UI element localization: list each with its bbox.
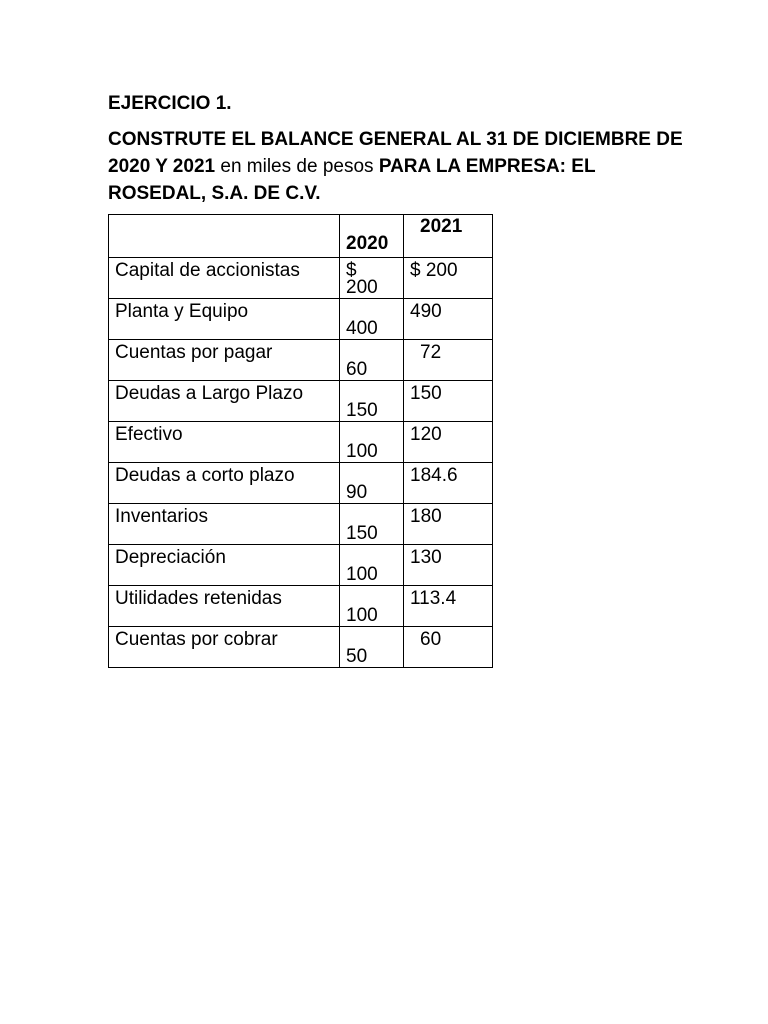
row-2020-value: 100: [346, 605, 378, 626]
table-row: [109, 422, 493, 463]
row-2020: [340, 463, 404, 504]
row-concept: Capital de accionistas: [109, 258, 340, 299]
row-concept: Efectivo: [109, 422, 340, 463]
table-header-row: [109, 215, 493, 258]
row-2020: [340, 299, 404, 340]
row-concept: Planta y Equipo: [109, 299, 340, 340]
table-row: [109, 299, 493, 340]
document-page: [108, 92, 708, 668]
row-2020-value: 90: [346, 482, 368, 503]
row-2020-value: 200: [346, 277, 378, 298]
row-2021: $ 200: [404, 258, 493, 299]
row-concept: Utilidades retenidas: [109, 586, 340, 627]
row-2021: 490: [404, 299, 493, 340]
row-2020-value: 150: [346, 400, 378, 421]
row-2020: [340, 545, 404, 586]
table-row: [109, 258, 493, 299]
row-2021: 72: [404, 340, 493, 381]
row-2020-value: 100: [346, 564, 378, 585]
header-2021: 2021: [404, 215, 493, 258]
exercise-title: EJERCICIO 1.: [108, 93, 232, 114]
row-2020: [340, 381, 404, 422]
row-2021: 113.4: [404, 586, 493, 627]
row-2020: [340, 586, 404, 627]
row-2020: [340, 340, 404, 381]
table-row: [109, 586, 493, 627]
header-2020-label: 2020: [346, 233, 389, 254]
row-2020: [340, 627, 404, 668]
row-concept: Deudas a corto plazo: [109, 463, 340, 504]
table-row: [109, 545, 493, 586]
table-row: [109, 381, 493, 422]
row-2020-prefix: $: [346, 260, 357, 281]
row-2020-value: 150: [346, 523, 378, 544]
table-row: [109, 340, 493, 381]
row-2021: 60: [404, 627, 493, 668]
table-row: [109, 463, 493, 504]
row-2020: [340, 504, 404, 545]
row-2020-value: 50: [346, 646, 368, 667]
instructions-paragraph: [108, 126, 698, 207]
row-2021: 120: [404, 422, 493, 463]
row-concept: Depreciación: [109, 545, 340, 586]
balance-table: [108, 214, 493, 668]
instructions-part-2: en miles de pesos: [220, 156, 374, 177]
table-row: [109, 627, 493, 668]
row-2021: 150: [404, 381, 493, 422]
header-2020: [340, 215, 404, 258]
row-concept: Inventarios: [109, 504, 340, 545]
row-2020-value: 60: [346, 359, 368, 380]
row-concept: Cuentas por cobrar: [109, 627, 340, 668]
row-concept: Deudas a Largo Plazo: [109, 381, 340, 422]
row-2021: 184.6: [404, 463, 493, 504]
row-2020-value: 400: [346, 318, 378, 339]
row-concept: Cuentas por pagar: [109, 340, 340, 381]
instructions-part-3: PARA LA EMPRESA: EL ROSEDAL, S.A. DE C.V.: [108, 156, 596, 204]
row-2021: 130: [404, 545, 493, 586]
row-2021: 180: [404, 504, 493, 545]
header-concept: [109, 215, 340, 258]
row-2020: [340, 422, 404, 463]
table-row: [109, 504, 493, 545]
instructions-part-1: CONSTRUTE EL BALANCE GENERAL AL 31 DE DICIEMBRE DE 2020 Y 2021: [108, 129, 683, 177]
row-2020-value: 100: [346, 441, 378, 462]
row-2020: [340, 258, 404, 299]
